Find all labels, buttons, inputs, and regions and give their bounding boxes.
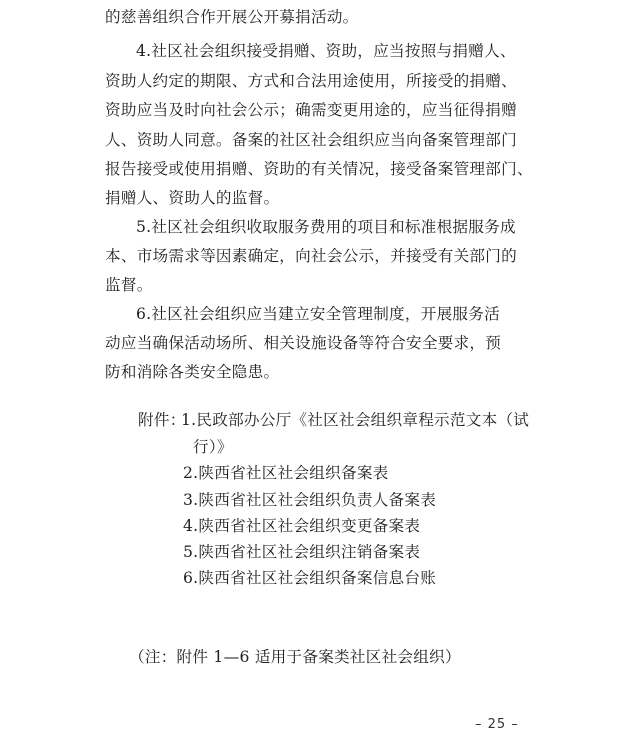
page-number: – 25 – <box>475 717 519 732</box>
attachment-item-1-line-1: 1.民政部办公厅《社区社会组织章程示范文本（试 <box>181 411 530 429</box>
paragraph-6-line-3: 防和消除各类安全隐患。 <box>105 363 280 381</box>
paragraph-6-line-2: 动应当确保活动场所、相关设施设备等符合安全要求，预 <box>105 334 502 352</box>
paragraph-4-line-1: 4.社区社会组织接受捐赠、资助，应当按照与捐赠人、 <box>136 42 516 60</box>
paragraph-4-line-5: 报告接受或使用捐赠、资助的有关情况，接受备案管理部门、 <box>105 160 533 178</box>
attachments-label: 附件： <box>138 411 186 429</box>
paragraph-4-line-6: 捐赠人、资助人的监督。 <box>105 189 280 207</box>
attachment-item-6: 6.陕西省社区社会组织备案信息台账 <box>183 569 437 587</box>
paragraph-3-tail-line: 的慈善组织合作开展公开募捐活动。 <box>105 8 359 26</box>
paragraph-4-line-2: 资助人约定的期限、方式和合法用途使用，所接受的捐赠、 <box>105 72 517 90</box>
paragraph-4-line-3: 资助应当及时向社会公示；确需变更用途的，应当征得捐赠 <box>105 101 517 119</box>
paragraph-6-line-1: 6.社区社会组织应当建立安全管理制度，开展服务活 <box>136 305 500 323</box>
paragraph-5-line-3: 监督。 <box>105 276 153 294</box>
paragraph-5-line-2: 本、市场需求等因素确定，向社会公示，并接受有关部门的 <box>105 247 517 265</box>
attachment-item-4: 4.陕西省社区社会组织变更备案表 <box>183 517 421 535</box>
paragraph-5-line-1: 5.社区社会组织收取服务费用的项目和标准根据服务成 <box>136 218 516 236</box>
paragraph-4-line-4: 人、资助人同意。备案的社区社会组织应当向备案管理部门 <box>105 131 517 149</box>
attachments-note: （注：附件 1—6 适用于备案类社区社会组织） <box>129 648 461 666</box>
attachment-item-1-line-2: 行）》 <box>193 438 233 456</box>
attachment-item-5: 5.陕西省社区社会组织注销备案表 <box>183 543 421 561</box>
attachment-item-3: 3.陕西省社区社会组织负责人备案表 <box>183 491 437 509</box>
attachment-item-2: 2.陕西省社区社会组织备案表 <box>183 464 389 482</box>
